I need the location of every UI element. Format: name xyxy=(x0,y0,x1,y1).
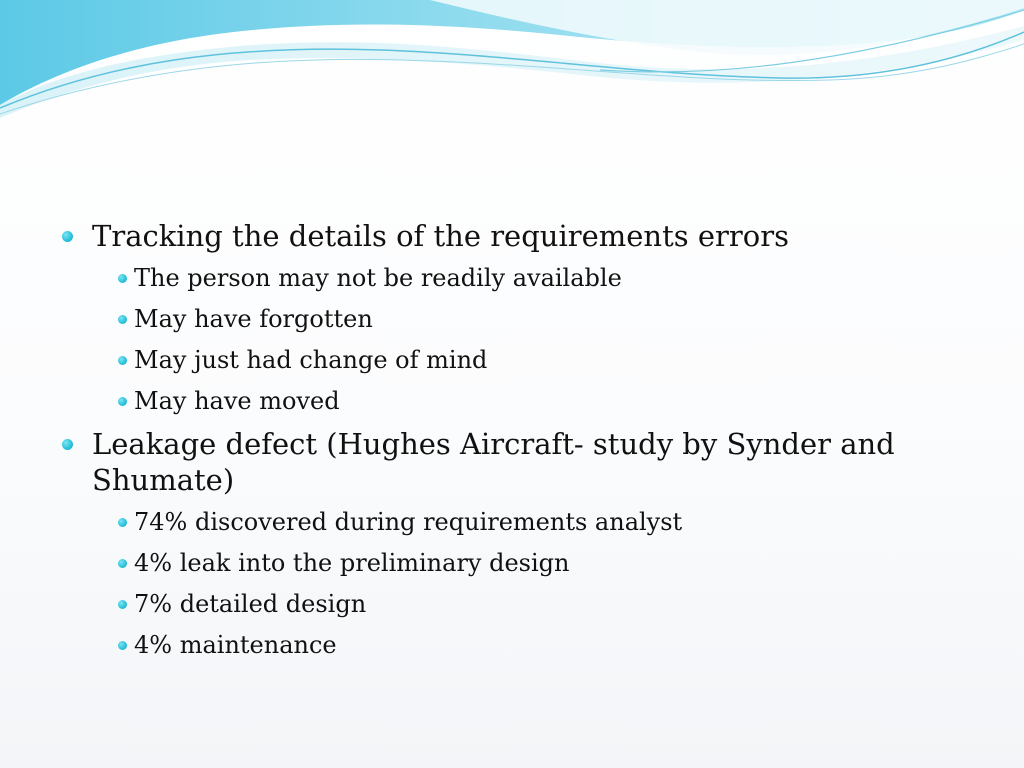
bullet-dot-icon xyxy=(62,439,73,450)
sub-bullet-dot-icon xyxy=(118,641,127,650)
sub-bullet-dot-icon xyxy=(118,397,127,406)
sub-bullet-item xyxy=(92,625,962,666)
bullet-dot-icon xyxy=(62,231,73,242)
sub-bullet-dot-icon xyxy=(118,356,127,365)
sub-bullet-item xyxy=(92,502,962,543)
sub-bullet-text: May just had change of mind xyxy=(134,346,488,374)
wave-header-decoration xyxy=(0,0,1024,130)
sub-bullet-text: May have moved xyxy=(134,387,340,415)
sub-bullet-item xyxy=(92,584,962,625)
sub-bullet-dot-icon xyxy=(118,600,127,609)
sub-bullet-text: 4% maintenance xyxy=(134,631,337,659)
sub-bullet-item xyxy=(92,258,962,299)
sub-bullet-dot-icon xyxy=(118,315,127,324)
sub-bullet-dot-icon xyxy=(118,518,127,527)
sub-bullet-dot-icon xyxy=(118,559,127,568)
sub-bullet-item xyxy=(92,543,962,584)
bullet-item-tracking xyxy=(62,218,962,422)
slide-content xyxy=(62,218,962,670)
sub-bullet-text: 4% leak into the preliminary design xyxy=(134,549,570,577)
bullet-text: Tracking the details of the requirements errors xyxy=(92,219,789,253)
sub-bullet-item xyxy=(92,299,962,340)
bullet-text: Leakage defect (Hughes Aircraft- study by Synder and Shumate) xyxy=(92,427,895,497)
sub-bullet-list xyxy=(92,502,962,666)
sub-bullet-dot-icon xyxy=(118,274,127,283)
sub-bullet-item xyxy=(92,340,962,381)
bullet-item-leakage xyxy=(62,426,962,666)
sub-bullet-item xyxy=(92,381,962,422)
sub-bullet-text: The person may not be readily available xyxy=(134,264,622,292)
bullet-list xyxy=(62,218,962,666)
sub-bullet-list xyxy=(92,258,962,422)
sub-bullet-text: May have forgotten xyxy=(134,305,373,333)
sub-bullet-text: 7% detailed design xyxy=(134,590,367,618)
sub-bullet-text: 74% discovered during requirements analyst xyxy=(134,508,683,536)
